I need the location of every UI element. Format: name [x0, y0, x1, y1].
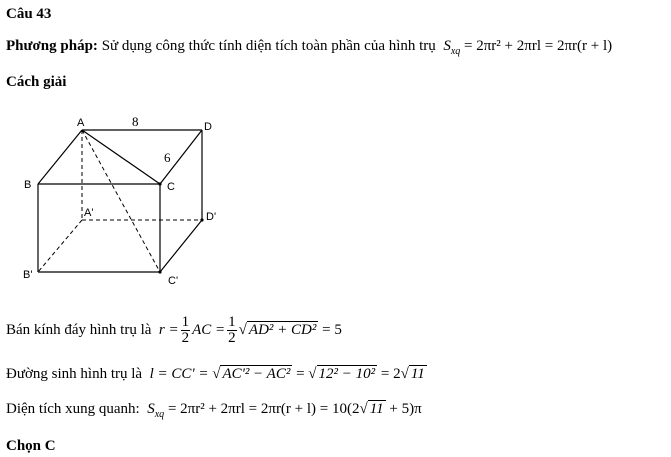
label-a1: A' [84, 207, 94, 219]
method-line [6, 36, 612, 56]
label-c: C [167, 181, 175, 193]
method-label: Phương pháp: [6, 38, 98, 54]
area-text: Diện tích xung quanh: [6, 401, 140, 417]
label-a: A [77, 117, 85, 129]
label-d1: D' [206, 211, 217, 223]
height-text: Đường sinh hình trụ là [6, 366, 143, 382]
question-label: Câu 43 [6, 6, 52, 22]
radius-text: Bán kính đáy hình trụ là [6, 322, 152, 338]
height-line [6, 364, 427, 384]
answer: Chọn C [6, 438, 56, 454]
label-c1: C' [168, 275, 179, 287]
area-formula: $S_{xq} = 2\pi r^2 + 2\pi rl = 2\pi r(r + l) = 10(2√$ 11 + 5)π [147, 401, 422, 420]
height-formula: l = CC' = √ AC'² − AC² = √ 12² − 10² = 2√ 11 [149, 366, 425, 382]
radius-line [6, 313, 342, 347]
method-text: Sử dụng công thức tính diện tích toàn phần của hình trụ [101, 38, 436, 54]
label-b: B [24, 179, 32, 191]
diagonal-ac [82, 130, 160, 184]
edge-ab [38, 130, 82, 184]
area-line [6, 399, 422, 419]
label-d: D [204, 121, 212, 133]
diagonal-ac1-hidden [82, 130, 160, 272]
edge-length-ad: 8 [132, 114, 139, 129]
edge-a1b1-hidden [38, 220, 82, 272]
solution-label: Cách giải [6, 74, 67, 90]
edge-length-cd: 6 [164, 150, 171, 165]
method-formula: $S_{xq} = 2\pi r^2 + 2\pi rl = 2\pi r(r + l)$ [443, 38, 613, 57]
edge-c1d1 [160, 220, 202, 272]
prism-figure [20, 112, 280, 292]
radius-formula: r = $\frac{1}{2}$ AC = $\frac{1}{2}$ √ AD² + CD² = 5 [158, 314, 342, 347]
label-b1: B' [23, 269, 33, 281]
